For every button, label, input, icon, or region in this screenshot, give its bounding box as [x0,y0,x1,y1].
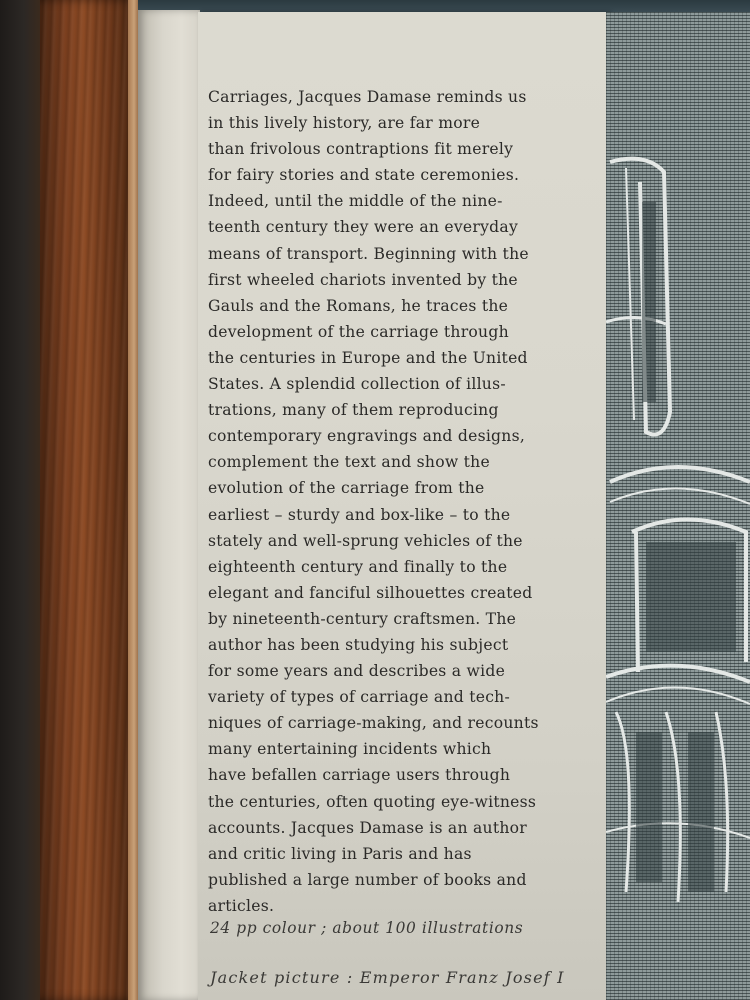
illustration-note: 24 pp colour ; about 100 illustrations [210,919,524,937]
blurb-line: the centuries, often quoting eye-witness [208,792,537,811]
blurb-line: by nineteenth-century craftsmen. The [208,609,517,628]
carriage-illustration [606,12,750,1000]
blurb-line: means of transport. Beginning with the [208,244,529,263]
blurb-line: than frivolous contraptions fit merely [208,140,514,159]
blurb-line: earliest – sturdy and box-like – to the [208,505,511,524]
blurb-line: stately and well-sprung vehicles of the [208,531,523,550]
blurb-line: States. A splendid collection of illus- [208,375,506,394]
blurb-text [208,84,603,919]
blurb-line: development of the carriage through [208,322,509,341]
blurb-line: elegant and fanciful silhouettes created [208,583,533,602]
blurb-line: articles. [208,896,275,915]
blurb-line: for fairy stories and state ceremonies. [208,166,520,185]
blurb-line: in this lively history, are far more [208,114,481,133]
blurb-line: eighteenth century and finally to the [208,557,508,576]
carriage-shadows [636,202,736,892]
blurb-line: niques of carriage-making, and recounts [208,714,539,733]
blurb-line: published a large number of books and [208,870,527,889]
blurb-line: Carriages, Jacques Damase reminds us [208,88,527,106]
blurb-line: many entertaining incidents which [208,740,492,759]
blurb-line: the centuries in Europe and the United [208,348,528,367]
carriage-highlights [606,159,750,902]
blurb-line: have befallen carriage users through [208,766,511,785]
blurb-line: variety of types of carriage and tech- [208,688,510,707]
blurb-line: Indeed, until the middle of the nine- [208,192,503,211]
carriage-engraving [606,12,750,1000]
blurb-line: and critic living in Paris and has [208,844,472,863]
jacket-credit: Jacket picture : Emperor Franz Josef I [210,968,565,987]
blurb-line: teenth century they were an everyday [208,218,519,237]
blurb-line: contemporary engravings and designs, [208,427,526,446]
blurb-line: accounts. Jacques Damase is an author [208,818,527,837]
blurb-line: trations, many of them reproducing [208,401,499,420]
jacket-fold [138,10,200,1000]
wooden-shelf-edge [40,0,138,1000]
dark-background [0,0,40,1000]
blurb-line: evolution of the carriage from the [208,479,485,498]
blurb-line: author has been studying his subject [208,635,509,654]
blurb-line: first wheeled chariots invented by the [208,270,518,289]
blurb-line: for some years and describes a wide [208,662,506,681]
blurb-line: complement the text and show the [208,453,490,472]
blurb-line: Gauls and the Romans, he traces the [208,296,509,315]
